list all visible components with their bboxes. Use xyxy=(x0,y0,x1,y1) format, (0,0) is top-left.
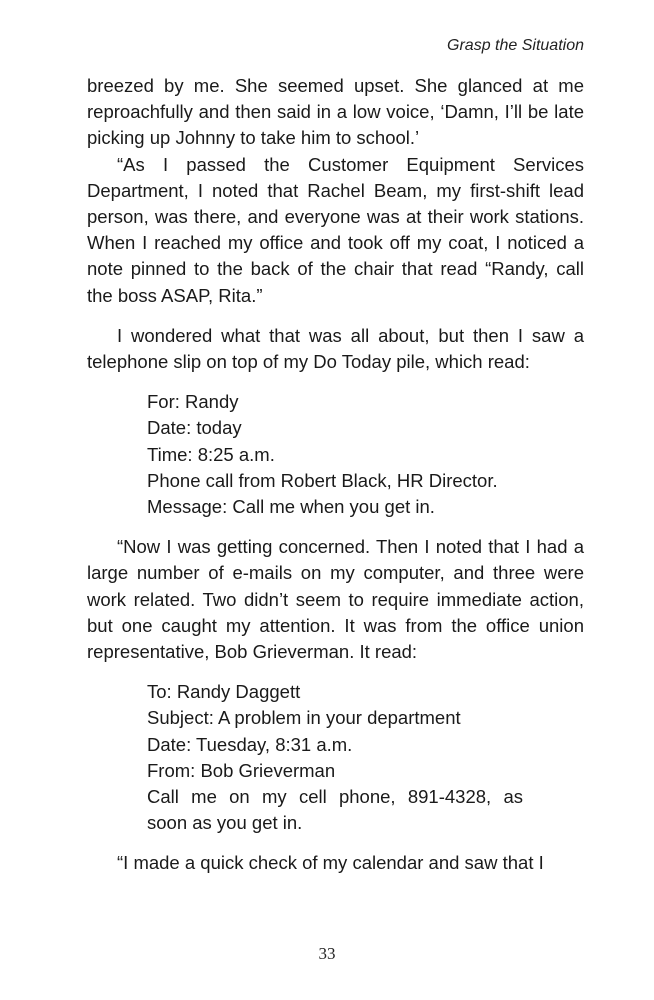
slip-line-caller: Phone call from Robert Black, HR Director. xyxy=(147,469,498,491)
page-body xyxy=(87,73,584,877)
paragraph-continuation: breezed by me. She seemed upset. She glanced at me reproachfully and then said in a low voice, ‘Damn, I’ll be late picking up Johnny to take him to school.’ xyxy=(87,75,584,149)
slip-line-time: Time: 8:25 a.m. xyxy=(147,443,275,465)
slip-line-for: For: Randy xyxy=(147,391,239,413)
slip-line-date: Date: today xyxy=(147,417,242,439)
email-to: To: Randy Daggett xyxy=(147,681,301,703)
paragraph-emails: “Now I was getting concerned. Then I noted that I had a large number of e-mails on my computer, and three were work related. Two didn’t seem to require immediate action, but one caught my attention. It was from the office union representative, Bob Grieverman. It read: xyxy=(87,536,584,663)
running-header: Grasp the Situation xyxy=(447,37,584,54)
telephone-slip xyxy=(147,389,584,520)
email-quote xyxy=(147,679,584,836)
email-message-line-2: soon as you get in. xyxy=(147,812,303,834)
email-from: From: Bob Grieverman xyxy=(147,759,336,781)
paragraph-customer-services: “As I passed the Customer Equipment Services Department, I noted that Rachel Beam, my first-shift lead person, was there, and everyone was at their work stations. When I reached my office and took off my coat, I noticed a note pinned to the back of the chair that read “Randy, call the boss ASAP, Rita.” xyxy=(87,153,584,306)
slip-line-message: Message: Call me when you get in. xyxy=(147,496,435,518)
email-subject: Subject: A problem in your department xyxy=(147,707,461,729)
page-number: 33 xyxy=(318,944,336,963)
paragraph-calendar: “I made a quick check of my calendar and saw that I xyxy=(117,852,544,874)
paragraph-telephone-slip-intro: I wondered what that was all about, but then I saw a telephone slip on top of my Do Today pile, which read: xyxy=(87,324,584,373)
email-date: Date: Tuesday, 8:31 a.m. xyxy=(147,733,353,755)
email-message-line-1: Call me on my cell phone, 891-4328, as xyxy=(147,786,523,808)
